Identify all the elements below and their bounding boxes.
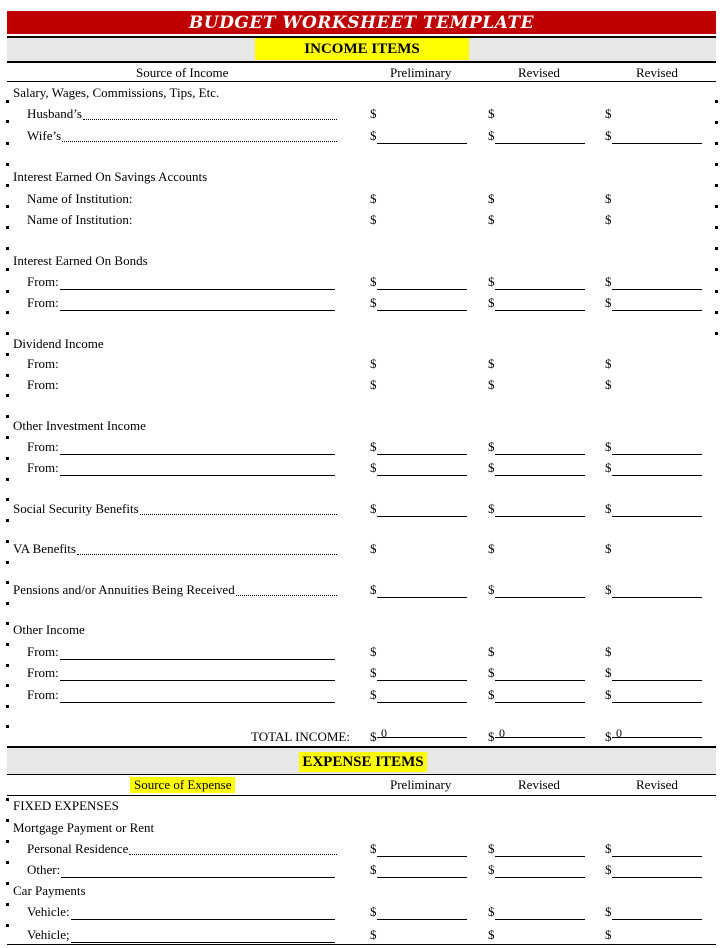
- income-row-label: Interest Earned On Bonds: [13, 253, 148, 268]
- income-row-label: From:: [27, 644, 59, 659]
- total-income-value: 0: [377, 726, 467, 738]
- income-dollar-sign: $: [605, 687, 612, 702]
- income-col-revised-2: Revised: [636, 65, 678, 80]
- expense-row-label: Other:: [27, 862, 61, 877]
- income-amount-field[interactable]: [495, 504, 585, 517]
- income-row-label: Husband’s: [27, 106, 82, 121]
- income-leader-dots: [140, 504, 337, 515]
- income-amount-field[interactable]: [377, 668, 467, 681]
- income-col-source: Source of Income: [136, 65, 229, 80]
- edge-mark: [6, 540, 9, 543]
- edge-mark: [6, 353, 9, 356]
- income-amount-field[interactable]: [612, 690, 702, 703]
- income-leader-dots: [236, 585, 337, 596]
- edge-mark: [6, 861, 9, 864]
- income-dollar-sign: $: [370, 541, 377, 556]
- expense-amount-field[interactable]: [377, 865, 467, 878]
- edge-mark: [6, 226, 9, 229]
- edge-mark: [715, 290, 718, 293]
- edge-mark: [715, 332, 718, 335]
- income-amount-field[interactable]: [495, 585, 585, 598]
- edge-mark: [6, 561, 9, 564]
- expense-dollar-sign: $: [370, 841, 377, 856]
- income-amount-field[interactable]: [495, 463, 585, 476]
- income-row-label: From:: [27, 665, 59, 680]
- total-income-value: 0: [495, 726, 585, 738]
- income-dollar-sign: $: [488, 274, 495, 289]
- income-row-label: From:: [27, 439, 59, 454]
- income-amount-field[interactable]: [495, 277, 585, 290]
- edge-mark: [6, 498, 9, 501]
- income-dollar-sign: $: [488, 687, 495, 702]
- income-row-label: Name of Institution:: [27, 191, 133, 206]
- income-dollar-sign: $: [370, 106, 377, 121]
- income-dollar-sign: $: [605, 128, 612, 143]
- edge-mark: [6, 394, 9, 397]
- edge-mark: [6, 705, 9, 708]
- income-dollar-sign: $: [605, 106, 612, 121]
- expense-amount-field[interactable]: [377, 907, 467, 920]
- income-dollar-sign: $: [605, 191, 612, 206]
- income-source-field[interactable]: [60, 277, 335, 290]
- income-row-label: Other Investment Income: [13, 418, 146, 433]
- expense-col-revised-1: Revised: [518, 777, 560, 792]
- income-dollar-sign: $: [488, 439, 495, 454]
- expense-source-field[interactable]: [61, 865, 335, 878]
- expense-amount-field[interactable]: [612, 865, 702, 878]
- income-amount-field[interactable]: [377, 585, 467, 598]
- income-amount-field[interactable]: [377, 277, 467, 290]
- income-leader-dots: [77, 544, 337, 555]
- edge-mark: [6, 924, 9, 927]
- edge-mark: [715, 205, 718, 208]
- expense-col-revised-2: Revised: [636, 777, 678, 792]
- income-dollar-sign: $: [370, 274, 377, 289]
- edge-mark: [6, 415, 9, 418]
- income-leader-dots: [83, 109, 337, 120]
- edge-mark: [715, 142, 718, 145]
- income-row-label: Dividend Income: [13, 336, 104, 351]
- expense-dollar-sign: $: [370, 927, 377, 942]
- expense-dollar-sign: $: [605, 862, 612, 877]
- income-row-label: Salary, Wages, Commissions, Tips, Etc.: [13, 85, 220, 100]
- income-dollar-sign: $: [488, 541, 495, 556]
- income-row-label: Wife’s: [27, 128, 62, 143]
- edge-mark: [715, 311, 718, 314]
- income-amount-field[interactable]: [377, 690, 467, 703]
- income-dollar-sign: $: [605, 439, 612, 454]
- expense-row-label: Vehicle;: [27, 927, 70, 942]
- income-header-top-rule: [7, 61, 716, 63]
- income-amount-field[interactable]: [495, 442, 585, 455]
- edge-mark: [715, 226, 718, 229]
- income-dollar-sign: $: [488, 191, 495, 206]
- income-amount-field[interactable]: [495, 131, 585, 144]
- income-dollar-sign: $: [370, 644, 377, 659]
- income-dollar-sign: $: [605, 501, 612, 516]
- income-row-label: From:: [27, 377, 59, 392]
- income-dollar-sign: $: [370, 128, 377, 143]
- edge-mark: [6, 436, 9, 439]
- edge-mark: [6, 664, 9, 667]
- expense-source-field[interactable]: [71, 930, 335, 943]
- income-amount-field[interactable]: [612, 504, 702, 517]
- expense-amount-field[interactable]: [377, 844, 467, 857]
- income-dollar-sign: $: [488, 295, 495, 310]
- edge-mark: [6, 882, 9, 885]
- expense-amount-field[interactable]: [495, 907, 585, 920]
- income-dollar-sign: $: [488, 501, 495, 516]
- income-amount-field[interactable]: [612, 585, 702, 598]
- edge-mark: [715, 184, 718, 187]
- income-dollar-sign: $: [370, 439, 377, 454]
- edge-mark: [6, 290, 9, 293]
- edge-mark: [6, 840, 9, 843]
- income-row-label: VA Benefits: [13, 541, 76, 556]
- edge-mark: [6, 163, 9, 166]
- expense-heading: EXPENSE ITEMS: [299, 752, 427, 772]
- income-amount-field[interactable]: [495, 298, 585, 311]
- income-dollar-sign: $: [488, 212, 495, 227]
- income-source-field[interactable]: [60, 668, 335, 681]
- income-dollar-sign: $: [488, 582, 495, 597]
- income-dollar-sign: $: [370, 582, 377, 597]
- income-amount-field[interactable]: [612, 442, 702, 455]
- expense-leader-dots: [129, 844, 337, 855]
- income-dollar-sign: $: [488, 665, 495, 680]
- expense-row-label: Vehicle:: [27, 904, 70, 919]
- edge-mark: [6, 478, 9, 481]
- income-row-label: Other Income: [13, 622, 85, 637]
- income-amount-field[interactable]: [612, 277, 702, 290]
- edge-mark: [6, 684, 9, 687]
- edge-mark: [6, 142, 9, 145]
- expense-dollar-sign: $: [370, 904, 377, 919]
- income-dollar-sign: $: [605, 582, 612, 597]
- expense-dollar-sign: $: [488, 841, 495, 856]
- expense-header-top-rule: [7, 774, 716, 775]
- income-heading: INCOME ITEMS: [255, 38, 469, 60]
- income-col-revised-1: Revised: [518, 65, 560, 80]
- income-dollar-sign: $: [605, 356, 612, 371]
- income-row-label: From:: [27, 295, 59, 310]
- edge-mark: [6, 725, 9, 728]
- income-dollar-sign: $: [488, 106, 495, 121]
- income-dollar-sign: $: [605, 274, 612, 289]
- edge-mark: [6, 798, 9, 801]
- edge-mark: [6, 184, 9, 187]
- total-dollar-sign: $: [370, 729, 377, 744]
- income-amount-field[interactable]: [377, 504, 467, 517]
- income-header-rule: [7, 81, 716, 82]
- income-row-label: Name of Institution:: [27, 212, 133, 227]
- edge-mark: [6, 120, 9, 123]
- edge-mark: [6, 519, 9, 522]
- total-dollar-sign: $: [605, 729, 612, 744]
- income-amount-field[interactable]: [377, 131, 467, 144]
- edge-mark: [6, 332, 9, 335]
- expense-dollar-sign: $: [605, 927, 612, 942]
- income-dollar-sign: $: [370, 212, 377, 227]
- page-bottom-rule: [7, 944, 716, 945]
- edge-mark: [6, 247, 9, 250]
- edge-mark: [6, 100, 9, 103]
- expense-dollar-sign: $: [605, 904, 612, 919]
- expense-dollar-sign: $: [605, 841, 612, 856]
- expense-amount-field[interactable]: [612, 844, 702, 857]
- income-source-field[interactable]: [60, 298, 335, 311]
- expense-col-source: Source of Expense: [130, 777, 235, 793]
- edge-mark: [6, 819, 9, 822]
- income-dollar-sign: $: [605, 644, 612, 659]
- income-row-label: From:: [27, 356, 59, 371]
- edge-mark: [6, 374, 9, 377]
- edge-mark: [715, 100, 718, 103]
- income-row-label: Pensions and/or Annuities Being Received: [13, 582, 235, 597]
- income-amount-field[interactable]: [612, 463, 702, 476]
- edge-mark: [6, 643, 9, 646]
- expense-col-preliminary: Preliminary: [390, 777, 452, 792]
- worksheet-title: BUDGET WORKSHEET TEMPLATE: [7, 11, 716, 34]
- edge-mark: [6, 205, 9, 208]
- income-dollar-sign: $: [370, 501, 377, 516]
- income-row-label: Interest Earned On Savings Accounts: [13, 169, 208, 184]
- total-dollar-sign: $: [488, 729, 495, 744]
- income-dollar-sign: $: [605, 295, 612, 310]
- expense-row-label: Personal Residence: [27, 841, 129, 856]
- expense-row-label: Mortgage Payment or Rent: [13, 820, 155, 835]
- income-amount-field[interactable]: [495, 668, 585, 681]
- income-dollar-sign: $: [605, 665, 612, 680]
- expense-amount-field[interactable]: [495, 865, 585, 878]
- income-amount-field[interactable]: [495, 690, 585, 703]
- income-dollar-sign: $: [605, 377, 612, 392]
- income-dollar-sign: $: [488, 460, 495, 475]
- income-dollar-sign: $: [605, 460, 612, 475]
- income-amount-field[interactable]: [612, 131, 702, 144]
- income-leader-dots: [62, 131, 337, 142]
- income-amount-field[interactable]: [612, 298, 702, 311]
- edge-mark: [6, 622, 9, 625]
- edge-mark: [715, 268, 718, 271]
- income-source-field[interactable]: [60, 463, 335, 476]
- total-income-label: TOTAL INCOME:: [251, 729, 350, 744]
- expense-dollar-sign: $: [488, 862, 495, 877]
- edge-mark: [6, 903, 9, 906]
- edge-mark: [6, 457, 9, 460]
- expense-dollar-sign: $: [370, 862, 377, 877]
- income-dollar-sign: $: [488, 644, 495, 659]
- income-amount-field[interactable]: [377, 298, 467, 311]
- expense-amount-field[interactable]: [495, 844, 585, 857]
- edge-mark: [6, 581, 9, 584]
- income-dollar-sign: $: [370, 377, 377, 392]
- expense-row-label: Car Payments: [13, 883, 86, 898]
- income-source-field[interactable]: [60, 442, 335, 455]
- edge-mark: [6, 602, 9, 605]
- income-dollar-sign: $: [488, 128, 495, 143]
- edge-mark: [6, 311, 9, 314]
- edge-mark: [715, 163, 718, 166]
- expense-dollar-sign: $: [488, 904, 495, 919]
- income-dollar-sign: $: [370, 460, 377, 475]
- income-dollar-sign: $: [370, 356, 377, 371]
- income-dollar-sign: $: [605, 541, 612, 556]
- income-col-preliminary: Preliminary: [390, 65, 452, 80]
- edge-mark: [715, 247, 718, 250]
- income-dollar-sign: $: [488, 377, 495, 392]
- expense-row-label: FIXED EXPENSES: [13, 798, 119, 813]
- income-amount-field[interactable]: [377, 463, 467, 476]
- income-dollar-sign: $: [370, 687, 377, 702]
- income-dollar-sign: $: [370, 295, 377, 310]
- income-row-label: From:: [27, 687, 59, 702]
- income-dollar-sign: $: [488, 356, 495, 371]
- income-dollar-sign: $: [605, 212, 612, 227]
- expense-dollar-sign: $: [488, 927, 495, 942]
- expense-amount-field[interactable]: [612, 907, 702, 920]
- income-row-label: From:: [27, 274, 59, 289]
- income-amount-field[interactable]: [377, 442, 467, 455]
- edge-mark: [715, 121, 718, 124]
- income-amount-field[interactable]: [612, 668, 702, 681]
- income-dollar-sign: $: [370, 191, 377, 206]
- edge-mark: [6, 268, 9, 271]
- expense-header-rule: [7, 795, 716, 796]
- total-income-value: 0: [612, 726, 702, 738]
- income-row-label: Social Security Benefits: [13, 501, 139, 516]
- income-row-label: From:: [27, 460, 59, 475]
- income-source-field[interactable]: [60, 690, 335, 703]
- income-source-field[interactable]: [60, 647, 335, 660]
- expense-source-field[interactable]: [71, 907, 335, 920]
- income-dollar-sign: $: [370, 665, 377, 680]
